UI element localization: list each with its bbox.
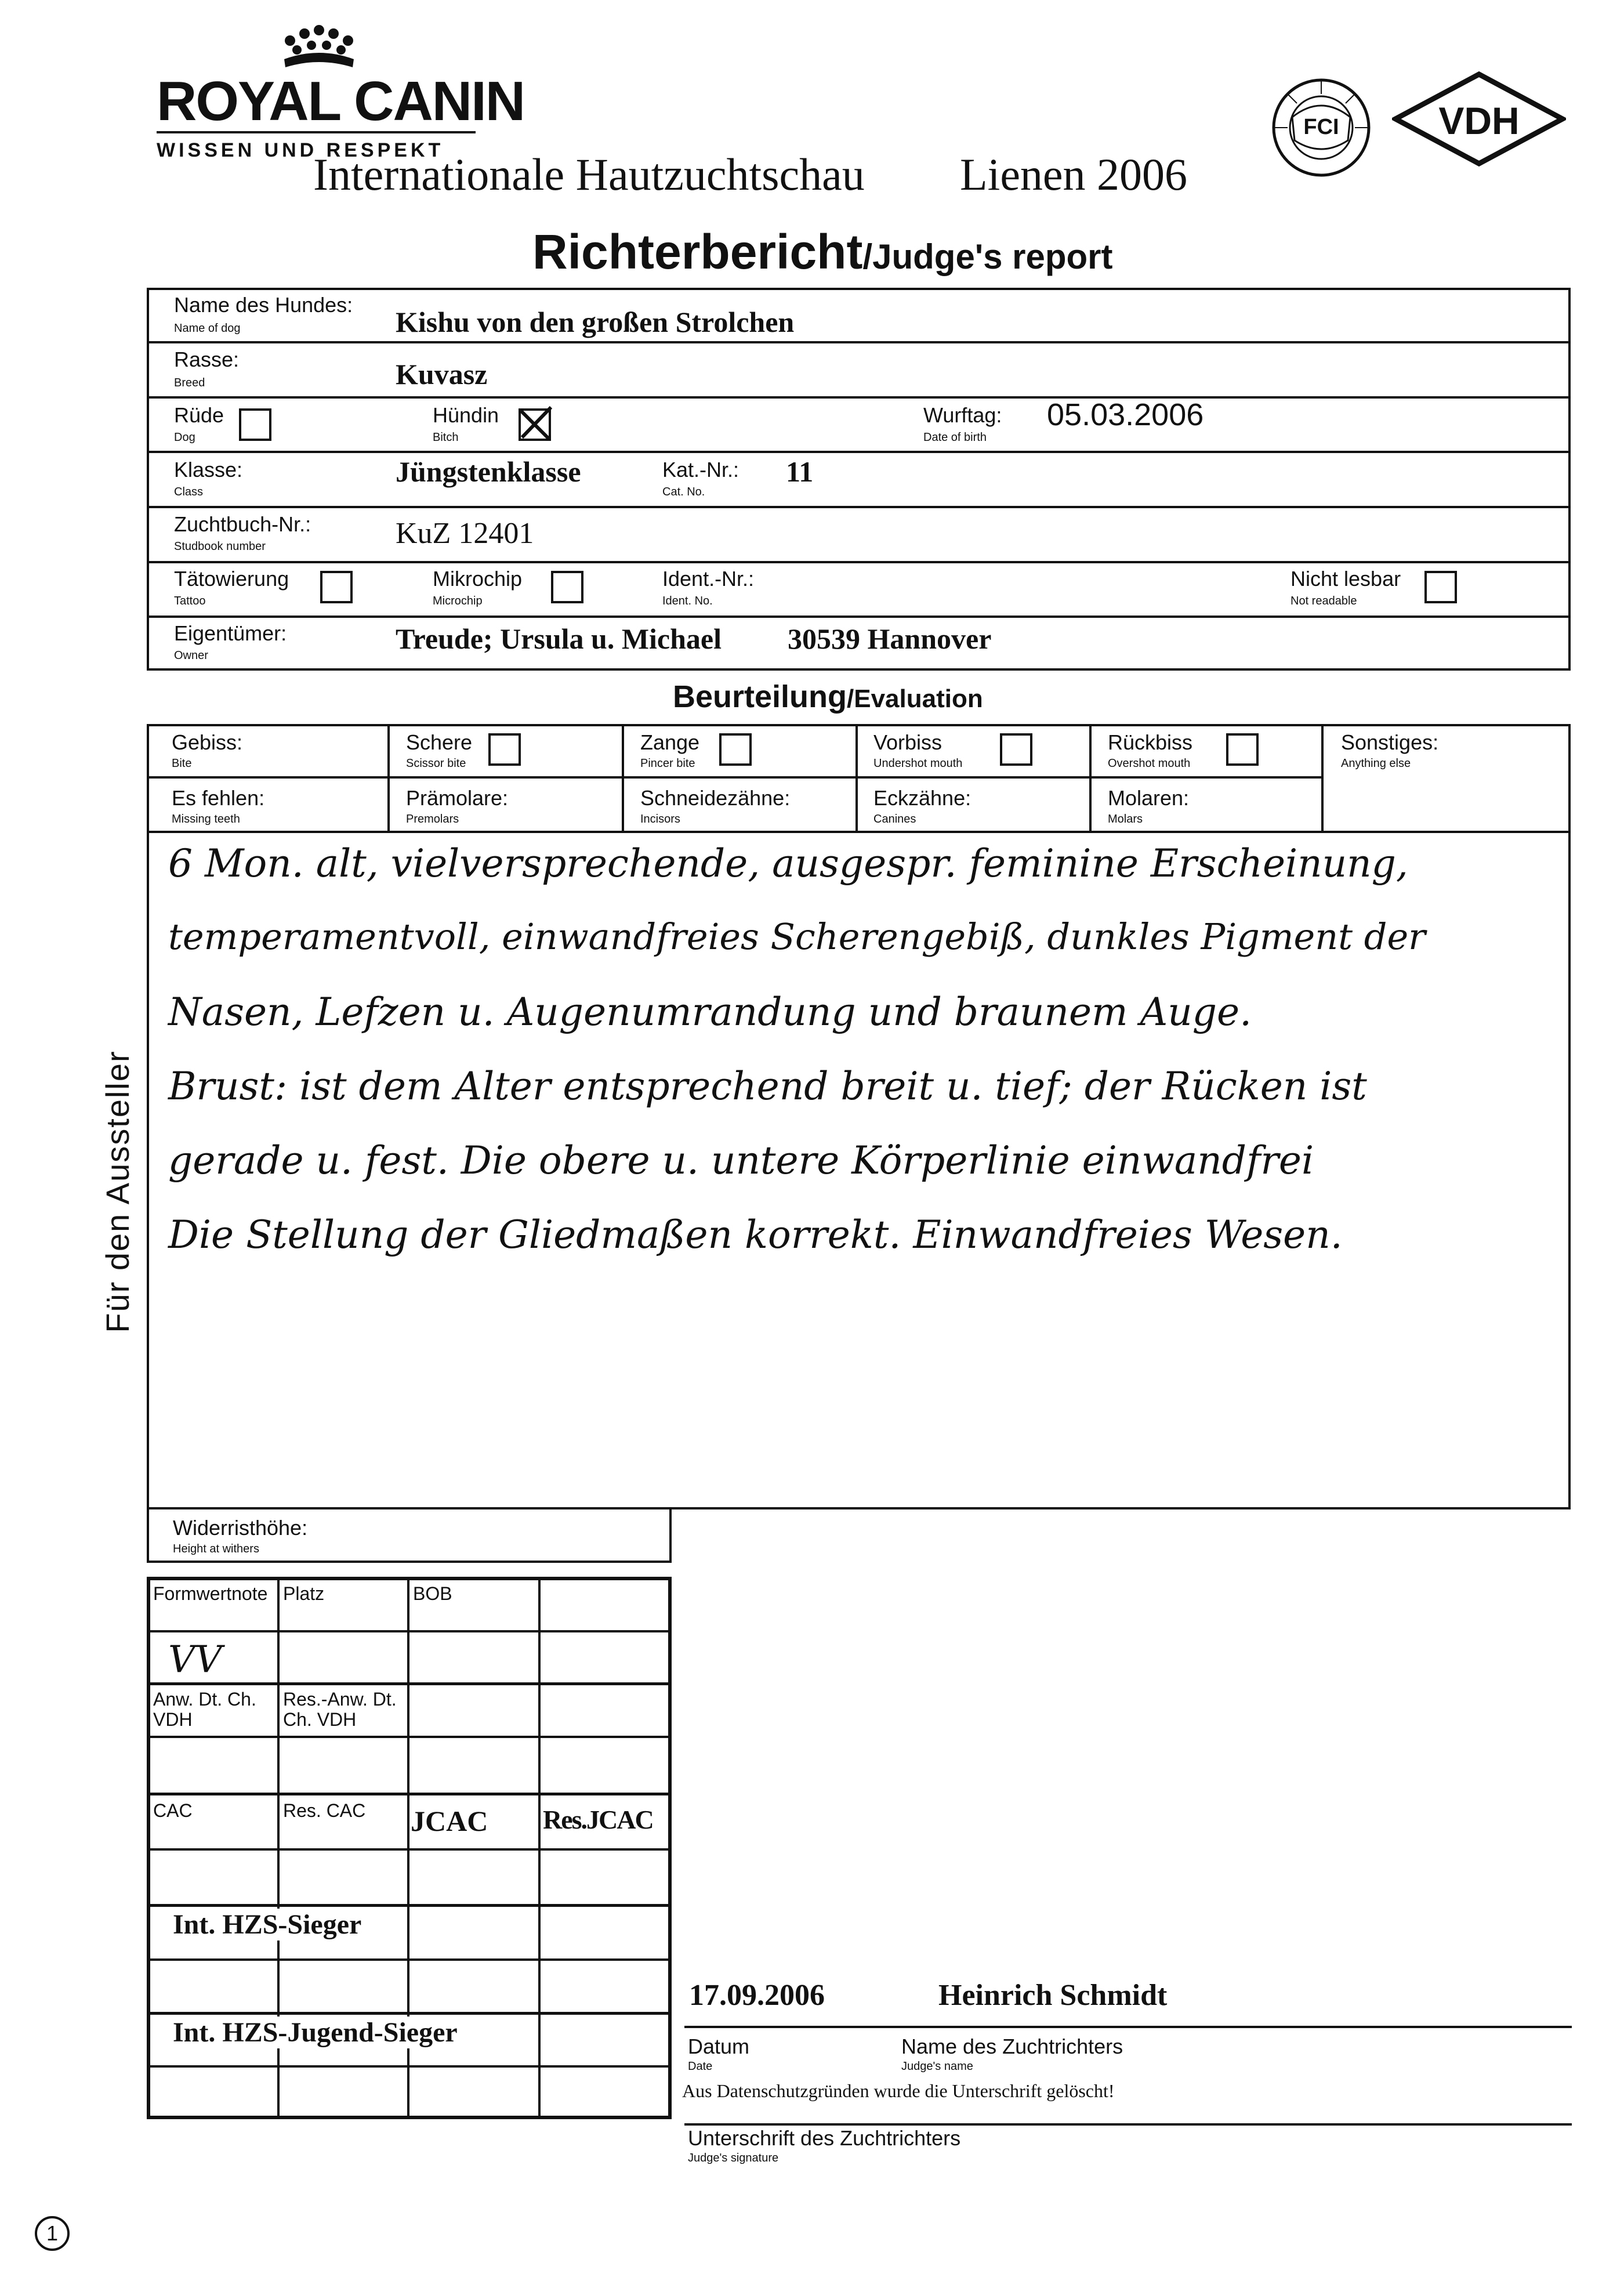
- evaluation-title-de: Beurteilung: [673, 679, 847, 714]
- incisors-sublabel: Incisors: [640, 813, 680, 826]
- fci-logo: [1270, 77, 1372, 179]
- dob-value: 05.03.2006: [1047, 397, 1204, 432]
- owner-sublabel: Owner: [174, 649, 208, 662]
- date-sublabel: Date: [688, 2060, 713, 2073]
- report-title-en: /Judge's report: [862, 237, 1113, 276]
- int-hzs-sieger-label: Int. HZS-Sieger: [173, 1909, 362, 1940]
- female-label: Hündin: [433, 403, 499, 427]
- handwritten-line: Nasen, Lefzen u. Augenumrandung und braunem Auge.: [168, 990, 1252, 1034]
- checkmark-x-icon: [517, 405, 554, 442]
- studbook-value: KuZ 12401: [396, 517, 534, 550]
- int-hzs-jugend-sieger-label: Int. HZS-Jugend-Sieger: [173, 2017, 458, 2048]
- cat-no-sublabel: Cat. No.: [662, 486, 705, 498]
- male-label: Rüde: [174, 403, 224, 427]
- grade-value: VV: [168, 1638, 222, 1681]
- report-title-de: Richterbericht: [532, 225, 863, 279]
- incisors-label: Schneidezähne:: [640, 786, 791, 810]
- pincer-checkbox[interactable]: [719, 733, 752, 766]
- molars-sublabel: Molars: [1108, 813, 1143, 826]
- scissor-label: Schere: [406, 730, 473, 754]
- scissor-sublabel: Scissor bite: [406, 757, 466, 770]
- undershot-label: Vorbiss: [873, 730, 942, 754]
- judge-name-value: Heinrich Schmidt: [938, 1979, 1168, 2012]
- show-title: Internationale Hautzuchtschau: [313, 149, 865, 200]
- name-label: Name des Hundes:: [174, 293, 353, 317]
- pincer-sublabel: Pincer bite: [640, 757, 695, 770]
- cat-no-label: Kat.-Nr.:: [662, 458, 740, 482]
- male-sublabel: Dog: [174, 431, 195, 444]
- microchip-label: Mikrochip: [433, 567, 523, 591]
- studbook-sublabel: Studbook number: [174, 540, 266, 553]
- royal-canin-logo: [157, 23, 525, 162]
- breed-sublabel: Breed: [174, 376, 205, 389]
- molars-label: Molaren:: [1108, 786, 1190, 810]
- evaluation-title-en: /Evaluation: [847, 685, 983, 713]
- undershot-sublabel: Undershot mouth: [873, 757, 963, 770]
- overshot-label: Rückbiss: [1108, 730, 1193, 754]
- res-anw-dt-ch-label: Res.-Anw. Dt. Ch. VDH: [283, 1689, 397, 1731]
- tattoo-checkbox[interactable]: [320, 571, 353, 603]
- tattoo-sublabel: Tattoo: [174, 595, 206, 607]
- page-number: [35, 2216, 70, 2251]
- report-title: [532, 224, 1112, 280]
- height-label: Widerristhöhe:: [173, 1516, 308, 1540]
- overshot-sublabel: Overshot mouth: [1108, 757, 1191, 770]
- bob-label: BOB: [413, 1583, 452, 1604]
- pincer-label: Zange: [640, 730, 700, 754]
- report-date-value: 17.09.2006: [689, 1979, 825, 2012]
- undershot-checkbox[interactable]: [1000, 733, 1032, 766]
- fci-logo-text: FCI: [1303, 115, 1339, 139]
- class-label: Klasse:: [174, 458, 243, 482]
- breed-value: Kuvasz: [396, 358, 488, 390]
- female-checkbox[interactable]: [519, 408, 551, 441]
- other-sublabel: Anything else: [1341, 757, 1411, 770]
- other-label: Sonstiges:: [1341, 730, 1439, 754]
- crown-icon: [278, 23, 360, 70]
- dob-label: Wurftag:: [923, 403, 1002, 427]
- dog-info-table: [147, 288, 1571, 671]
- judge-label: Name des Zuchtrichters: [901, 2034, 1123, 2058]
- handwritten-line: temperamentvoll, einwandfreies Scherengebiß, dunkles Pigment der: [168, 915, 1426, 958]
- side-label: Für den Aussteller: [99, 1050, 136, 1333]
- height-sublabel: Height at withers: [173, 1543, 259, 1555]
- microchip-sublabel: Microchip: [433, 595, 483, 607]
- microchip-checkbox[interactable]: [551, 571, 583, 603]
- missing-teeth-sublabel: Missing teeth: [172, 813, 240, 826]
- class-value: Jüngstenklasse: [396, 455, 581, 488]
- studbook-label: Zuchtbuch-Nr.:: [174, 512, 311, 536]
- breed-label: Rasse:: [174, 347, 240, 371]
- brand-slogan: WISSEN UND RESPEKT: [157, 139, 444, 161]
- missing-teeth-label: Es fehlen:: [172, 786, 265, 810]
- ident-no-label: Ident.-Nr.:: [662, 567, 755, 591]
- male-checkbox[interactable]: [239, 408, 271, 441]
- anw-dt-ch-label: Anw. Dt. Ch. VDH: [153, 1689, 256, 1731]
- class-sublabel: Class: [174, 486, 204, 498]
- ident-no-sublabel: Ident. No.: [662, 595, 713, 607]
- overshot-checkbox[interactable]: [1226, 733, 1259, 766]
- canines-label: Eckzähne:: [873, 786, 971, 810]
- not-readable-label: Nicht lesbar: [1290, 567, 1401, 591]
- brand-name: ROYAL CANIN: [157, 70, 525, 132]
- owner-label: Eigentümer:: [174, 621, 287, 645]
- date-label: Datum: [688, 2034, 750, 2058]
- cac-label: CAC: [153, 1800, 193, 1821]
- handwritten-line: 6 Mon. alt, vielversprechende, ausgespr. feminine Erscheinung,: [168, 841, 1408, 886]
- scissor-checkbox[interactable]: [488, 733, 521, 766]
- handwritten-line: Brust: ist dem Alter entsprechend breit u. tief; der Rücken ist: [168, 1064, 1367, 1109]
- tattoo-label: Tätowierung: [174, 567, 289, 591]
- handwritten-line: gerade u. fest. Die obere u. untere Körperlinie einwandfrei: [168, 1138, 1314, 1183]
- name-sublabel: Name of dog: [174, 322, 241, 335]
- premolars-label: Prämolare:: [406, 786, 509, 810]
- female-sublabel: Bitch: [433, 431, 459, 444]
- show-place-year: Lienen 2006: [960, 149, 1188, 200]
- cat-no-value: 11: [786, 455, 814, 488]
- signature-label: Unterschrift des Zuchtrichters: [688, 2126, 961, 2150]
- vdh-logo-text: VDH: [1438, 99, 1520, 142]
- evaluation-title: [673, 679, 983, 715]
- handwritten-line: Die Stellung der Gliedmaßen korrekt. Einwandfreies Wesen.: [168, 1212, 1343, 1257]
- signature-sublabel: Judge's signature: [688, 2152, 779, 2164]
- owner-city-value: 30539 Hannover: [788, 622, 992, 655]
- formwertnote-label: Formwertnote: [153, 1583, 268, 1604]
- jcac-label: JCAC: [411, 1805, 488, 1837]
- platz-label: Platz: [283, 1583, 325, 1604]
- res-jcac-label: Res.JCAC: [543, 1805, 653, 1834]
- canines-sublabel: Canines: [873, 813, 916, 826]
- vdh-logo: [1392, 70, 1566, 168]
- judge-sublabel: Judge's name: [901, 2060, 973, 2073]
- page-number-value: 1: [46, 2221, 59, 2245]
- dog-name-value: Kishu von den großen Strolchen: [396, 306, 795, 338]
- privacy-note: Aus Datenschutzgründen wurde die Unterschrift gelöscht!: [682, 2080, 1115, 2101]
- not-readable-checkbox[interactable]: [1424, 571, 1457, 603]
- bite-label: Gebiss:: [172, 730, 243, 754]
- owner-value: Treude; Ursula u. Michael: [396, 622, 722, 655]
- not-readable-sublabel: Not readable: [1290, 595, 1357, 607]
- dob-sublabel: Date of birth: [923, 431, 987, 444]
- premolars-sublabel: Premolars: [406, 813, 459, 826]
- evaluation-handwriting: [168, 841, 1560, 1287]
- res-cac-label: Res. CAC: [283, 1800, 366, 1821]
- bite-sublabel: Bite: [172, 757, 192, 770]
